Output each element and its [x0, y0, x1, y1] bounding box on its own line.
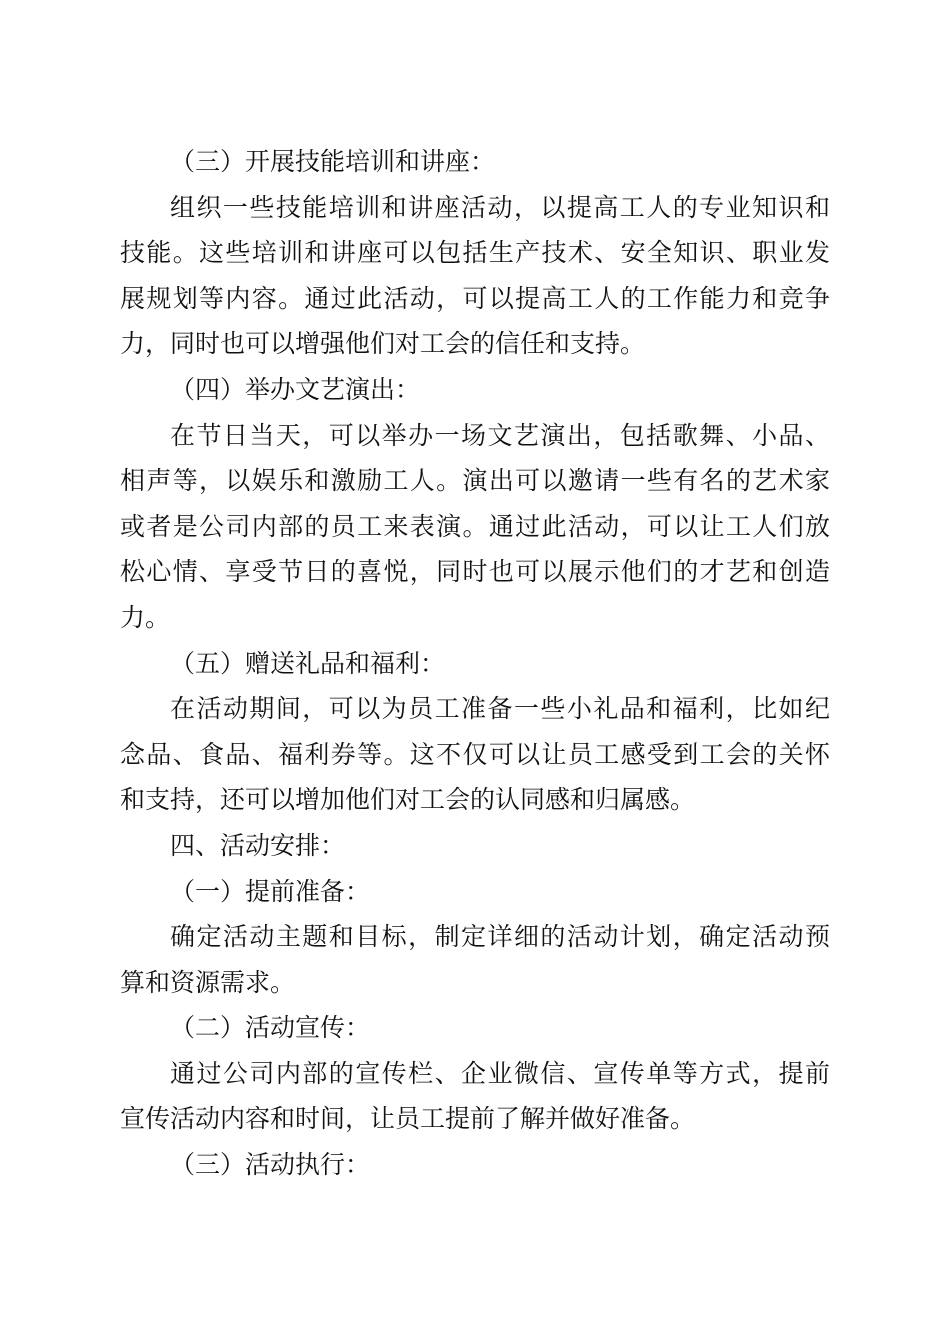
paragraph-line: 展规划等内容。通过此活动，可以提高工人的工作能力和竞争: [120, 283, 830, 313]
paragraph-line: 在活动期间，可以为员工准备一些小礼品和福利，比如纪: [170, 694, 830, 724]
paragraph-line: 和支持，还可以增加他们对工会的认同感和归属感。: [120, 785, 696, 815]
subheading-performance: （四）举办文艺演出：: [170, 374, 421, 404]
paragraph-line: 力，同时也可以增强他们对工会的信任和支持。: [120, 329, 646, 359]
subheading-preparation: （一）提前准备：: [170, 876, 371, 906]
paragraph-line: 算和资源需求。: [120, 967, 296, 997]
subheading-gifts: （五）赠送礼品和福利：: [170, 648, 446, 678]
subheading-skill-training: （三）开展技能培训和讲座：: [170, 147, 496, 176]
paragraph-line: 念品、食品、福利券等。这不仅可以让员工感受到工会的关怀: [120, 739, 830, 769]
section-heading-arrangement: 四、活动安排：: [170, 830, 346, 860]
paragraph-line: 宣传活动内容和时间，让员工提前了解并做好准备。: [120, 1104, 696, 1134]
paragraph-line: 或者是公司内部的员工来表演。通过此活动，可以让工人们放: [120, 511, 830, 541]
document-body: [120, 139, 830, 1188]
paragraph-line: 相声等，以娱乐和激励工人。演出可以邀请一些有名的艺术家: [120, 466, 830, 496]
paragraph-line: 在节日当天，可以举办一场文艺演出，包括歌舞、小品、: [170, 420, 830, 450]
subheading-execution: （三）活动执行：: [170, 1150, 371, 1180]
paragraph-line: 通过公司内部的宣传栏、企业微信、宣传单等方式，提前: [170, 1058, 830, 1088]
paragraph-line: 松心情、享受节日的喜悦，同时也可以展示他们的才艺和创造: [120, 557, 830, 587]
paragraph-line: 确定活动主题和目标，制定详细的活动计划，确定活动预: [170, 922, 830, 952]
paragraph-line: 技能。这些培训和讲座可以包括生产技术、安全知识、职业发: [120, 238, 830, 268]
paragraph-line: 组织一些技能培训和讲座活动，以提高工人的专业知识和: [170, 192, 830, 222]
subheading-publicity: （二）活动宣传：: [170, 1013, 371, 1043]
paragraph-line: 力。: [120, 602, 171, 632]
